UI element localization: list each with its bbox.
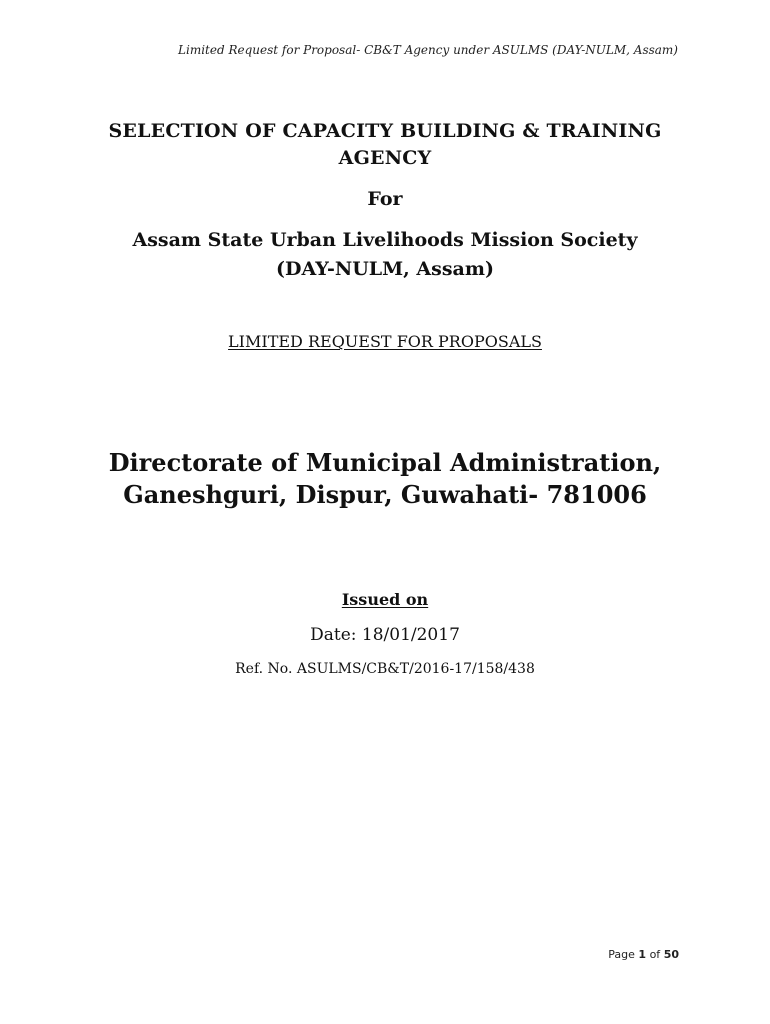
- title-line-1: SELECTION OF CAPACITY BUILDING & TRAINING: [108, 120, 662, 142]
- reference-number: Ref. No. ASULMS/CB&T/2016-17/158/438: [235, 661, 535, 677]
- title-line-2: AGENCY: [338, 147, 432, 169]
- page-number: [608, 948, 679, 961]
- issuer-address: [0, 447, 770, 511]
- issuer-line-1: Directorate of Municipal Administration,: [108, 448, 662, 477]
- current-page: 1: [638, 948, 647, 961]
- issuer-line-2: Ganeshguri, Dispur, Guwahati- 781006: [123, 480, 647, 509]
- document-type: LIMITED REQUEST FOR PROPOSALS: [228, 332, 542, 351]
- document-title: [0, 118, 770, 172]
- organization-line-1: Assam State Urban Livelihoods Mission Society: [132, 229, 638, 251]
- total-pages: 50: [663, 948, 679, 961]
- for-label: For: [367, 188, 403, 210]
- issued-on-label: Issued on: [341, 590, 429, 609]
- organization-name: [0, 226, 770, 284]
- organization-line-2: (DAY-NULM, Assam): [276, 258, 494, 280]
- running-header: Limited Request for Proposal- CB&T Agency under ASULMS (DAY-NULM, Assam): [178, 43, 678, 57]
- issue-date: Date: 18/01/2017: [310, 625, 460, 645]
- page-of: of: [649, 948, 661, 961]
- page-prefix: Page: [608, 948, 635, 961]
